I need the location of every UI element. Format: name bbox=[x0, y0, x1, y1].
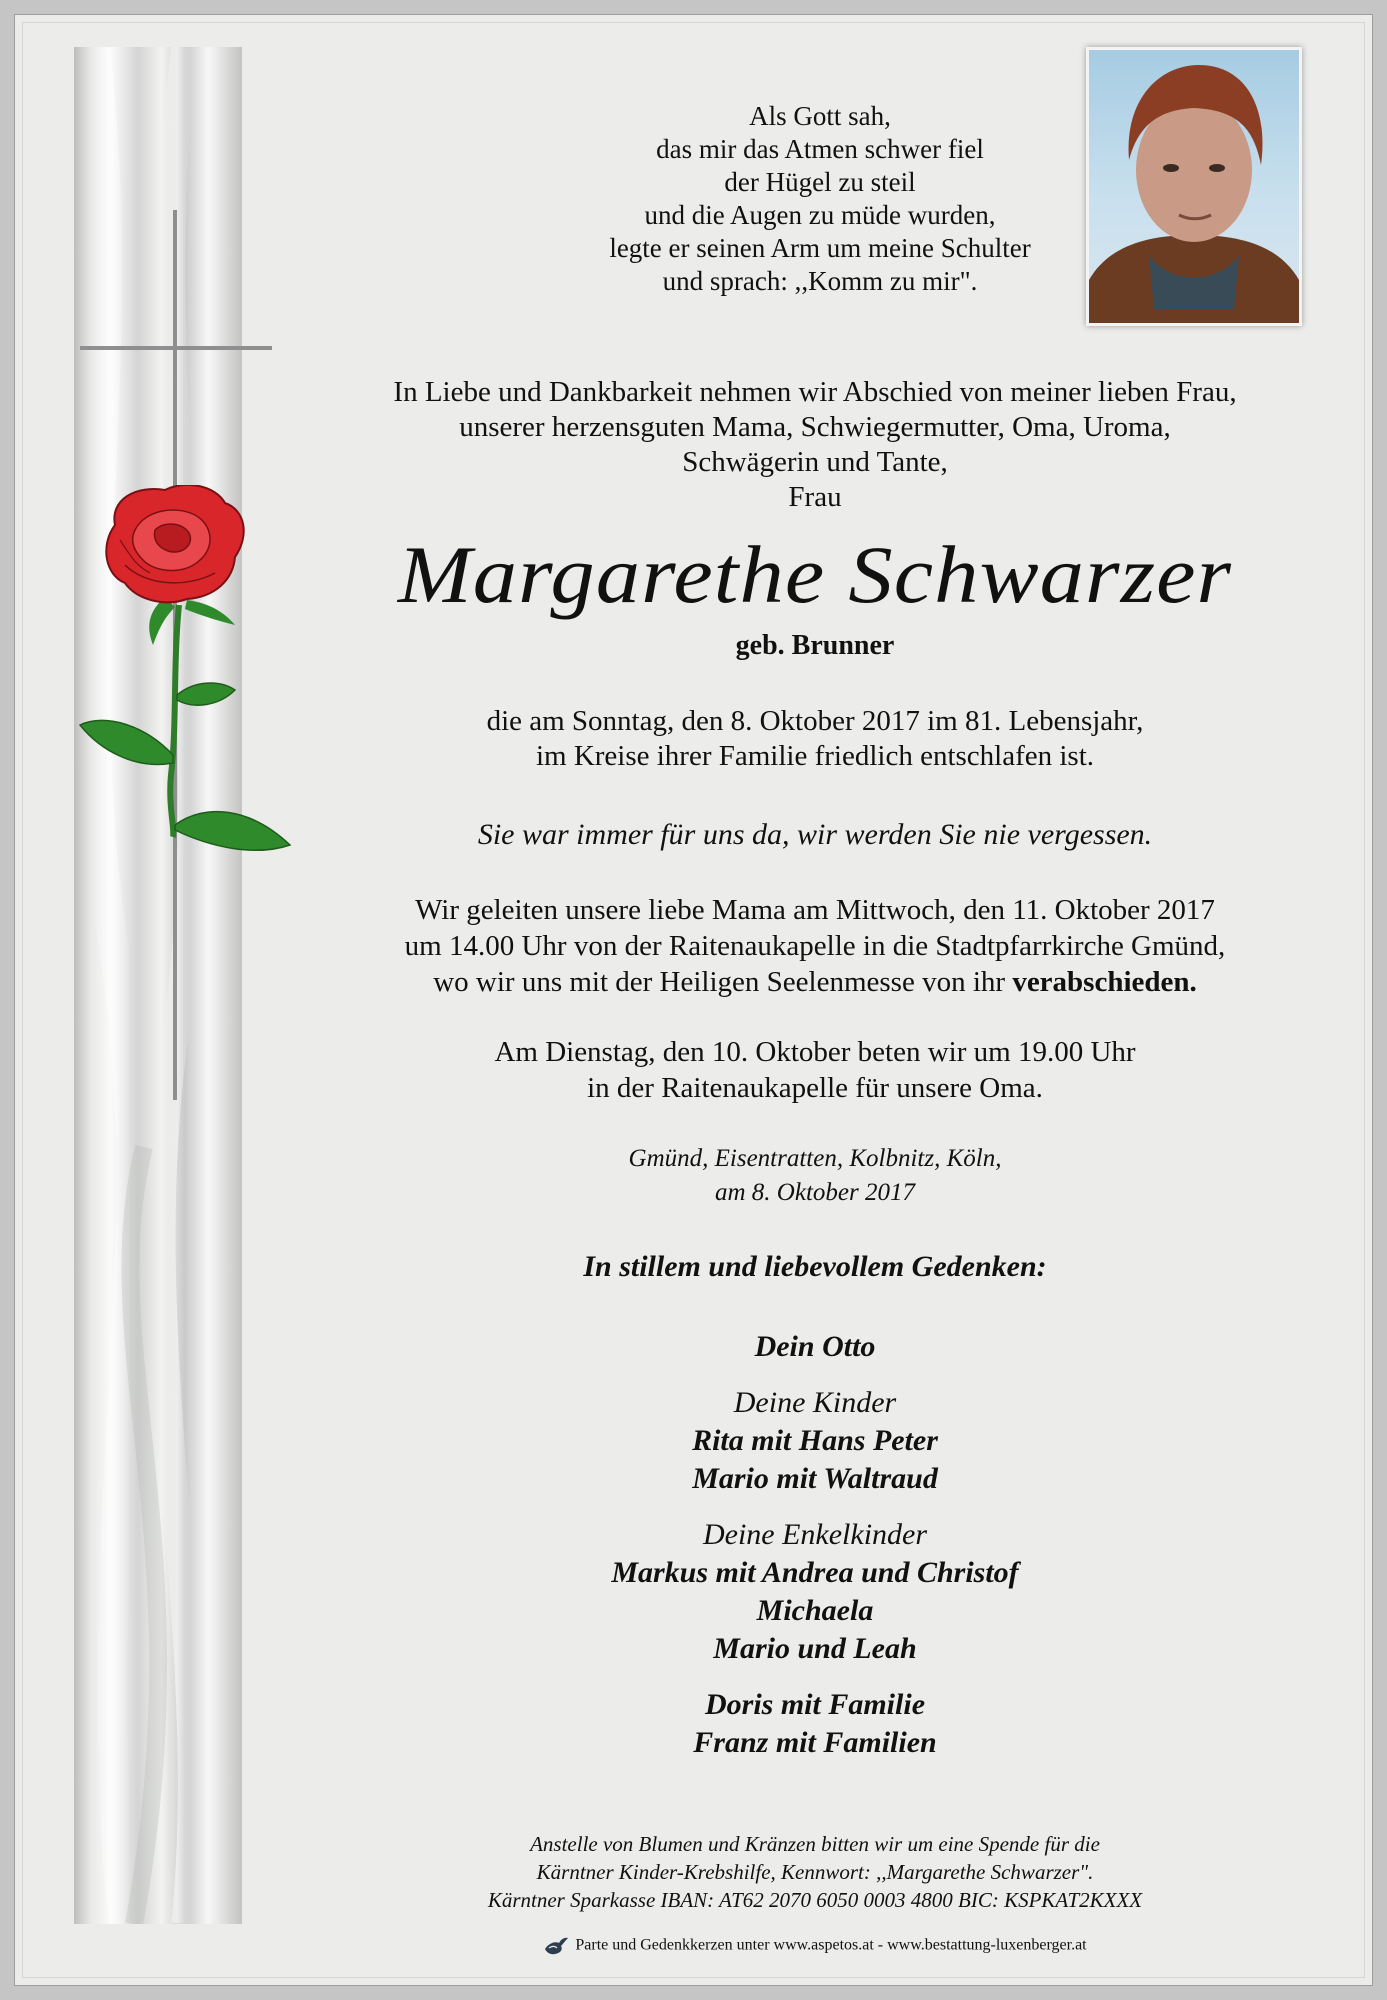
donation-note bbox=[310, 1830, 1320, 1914]
funeral-line bbox=[310, 964, 1320, 1000]
mourner-grandchild: Markus mit Andrea und Christof bbox=[611, 1556, 1019, 1589]
intro-line: Frau bbox=[788, 481, 842, 513]
poem-line: und sprach: ,,Komm zu mir". bbox=[662, 266, 978, 296]
donation-line: Kärntner Sparkasse IBAN: AT62 2070 6050 0003 4800 BIC: KSPKAT2KXXX bbox=[487, 1888, 1143, 1912]
mourner-child: Rita mit Hans Peter bbox=[692, 1424, 938, 1457]
poem-line: legte er seinen Arm um meine Schulter bbox=[609, 233, 1031, 263]
mourner-other: Franz mit Familien bbox=[693, 1726, 937, 1759]
funeral-line: Wir geleiten unsere liebe Mama am Mittwoch, den 11. Oktober 2017 bbox=[415, 894, 1215, 926]
donation-line: Kärntner Kinder-Krebshilfe, Kennwort: ,,Margarethe Schwarzer". bbox=[536, 1860, 1094, 1884]
footer bbox=[310, 1935, 1320, 1957]
poem-line: und die Augen zu müde wurden, bbox=[644, 200, 996, 230]
mourner-grandchild: Mario und Leah bbox=[713, 1632, 917, 1665]
mourners-children-label: Deine Kinder bbox=[733, 1386, 897, 1419]
dove-icon bbox=[543, 1935, 569, 1957]
portrait-silhouette bbox=[1089, 50, 1299, 323]
poem-line: das mir das Atmen schwer fiel bbox=[656, 134, 984, 164]
motto: Sie war immer für uns da, wir werden Sie nie vergessen. bbox=[477, 818, 1153, 851]
death-line: die am Sonntag, den 8. Oktober 2017 im 81. Lebensjahr, bbox=[486, 705, 1144, 737]
funeral-line-bold: verabschieden. bbox=[1012, 966, 1197, 998]
place-line: am 8. Oktober 2017 bbox=[715, 1179, 915, 1206]
memory-heading: In stillem und liebevollem Gedenken: bbox=[583, 1250, 1047, 1283]
mourners bbox=[310, 1328, 1320, 1762]
mourner-grandchild: Michaela bbox=[756, 1594, 874, 1627]
mourner-other: Doris mit Familie bbox=[704, 1688, 926, 1721]
death-line: im Kreise ihrer Familie friedlich entschlafen ist. bbox=[535, 740, 1095, 772]
mourners-grandchildren-label: Deine Enkelkinder bbox=[702, 1518, 928, 1551]
mourner-husband: Dein Otto bbox=[754, 1330, 876, 1363]
place-date bbox=[310, 1142, 1320, 1210]
poem-line: Als Gott sah, bbox=[749, 101, 891, 131]
intro-line: In Liebe und Dankbarkeit nehmen wir Abschied von meiner lieben Frau, bbox=[393, 376, 1237, 408]
poem bbox=[520, 100, 1120, 298]
place-line: Gmünd, Eisentratten, Kolbnitz, Köln, bbox=[628, 1145, 1002, 1172]
prayer-line: in der Raitenaukapelle für unsere Oma. bbox=[587, 1072, 1043, 1104]
mourner-child: Mario mit Waltraud bbox=[692, 1462, 938, 1495]
prayer-line: Am Dienstag, den 10. Oktober beten wir um 19.00 Uhr bbox=[494, 1036, 1136, 1068]
intro-line: Schwägerin und Tante, bbox=[682, 446, 948, 478]
funeral-info bbox=[310, 892, 1320, 1000]
poem-line: der Hügel zu steil bbox=[724, 167, 916, 197]
funeral-line: um 14.00 Uhr von der Raitenaukapelle in die Stadtpfarrkirche Gmünd, bbox=[404, 930, 1226, 962]
intro-line: unserer herzensguten Mama, Schwiegermutter, Oma, Uroma, bbox=[459, 411, 1171, 443]
funeral-line-text: wo wir uns mit der Heiligen Seelenmesse von ihr bbox=[433, 966, 1013, 998]
intro bbox=[310, 375, 1320, 515]
prayer-info bbox=[310, 1034, 1320, 1106]
deceased-name: Margarethe Schwarzer bbox=[397, 529, 1233, 620]
birth-name: geb. Brunner bbox=[735, 630, 895, 661]
footer-text: Parte und Gedenkkerzen unter www.aspetos.at - www.bestattung-luxenberger.at bbox=[575, 1936, 1087, 1954]
death-info bbox=[310, 704, 1320, 774]
donation-line: Anstelle von Blumen und Kränzen bitten wir um eine Spende für die bbox=[530, 1832, 1100, 1856]
